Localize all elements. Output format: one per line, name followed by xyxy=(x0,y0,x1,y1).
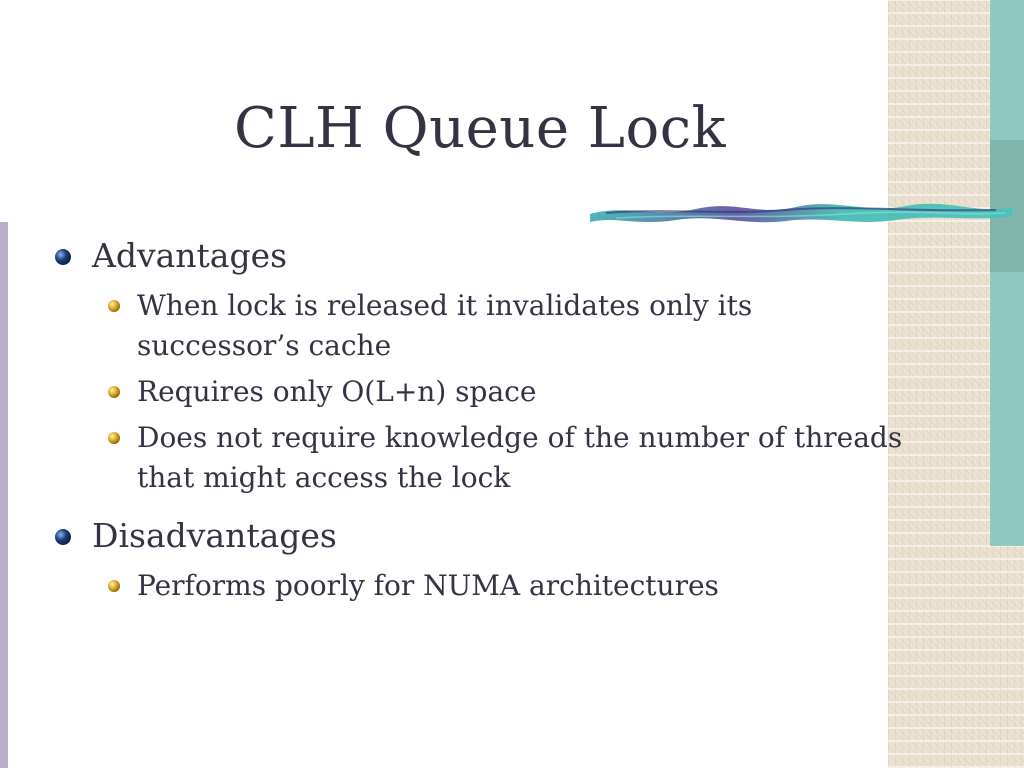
disadvantage-item-1 xyxy=(48,566,917,606)
advantage-item-2 xyxy=(48,372,917,412)
advantage-item-text: When lock is released it invalidates only its successor’s cache xyxy=(137,289,753,362)
bullet-advantages xyxy=(48,232,908,280)
teal-accent-band xyxy=(990,0,1024,546)
advantage-item-text: Does not require knowledge of the number of threads that might access the lock xyxy=(137,421,903,494)
advantage-item-3 xyxy=(48,418,917,498)
disadvantage-item-text: Performs poorly for NUMA architectures xyxy=(137,569,719,602)
advantage-item-text: Requires only O(L+n) space xyxy=(137,375,537,408)
gold-sphere-bullet-icon xyxy=(107,299,121,313)
slide-body xyxy=(48,228,908,606)
brush-stroke-decoration xyxy=(586,192,1016,232)
gold-sphere-bullet-icon xyxy=(107,385,121,399)
blue-sphere-bullet-icon xyxy=(54,248,72,266)
gold-sphere-bullet-icon xyxy=(107,579,121,593)
advantage-item-1 xyxy=(48,286,917,366)
slide-title: CLH Queue Lock xyxy=(234,96,726,161)
left-accent-bar xyxy=(0,222,8,768)
bullet-disadvantages xyxy=(48,512,908,560)
advantages-heading: Advantages xyxy=(92,236,288,275)
disadvantages-heading: Disadvantages xyxy=(92,516,337,555)
gold-sphere-bullet-icon xyxy=(107,431,121,445)
blue-sphere-bullet-icon xyxy=(54,528,72,546)
